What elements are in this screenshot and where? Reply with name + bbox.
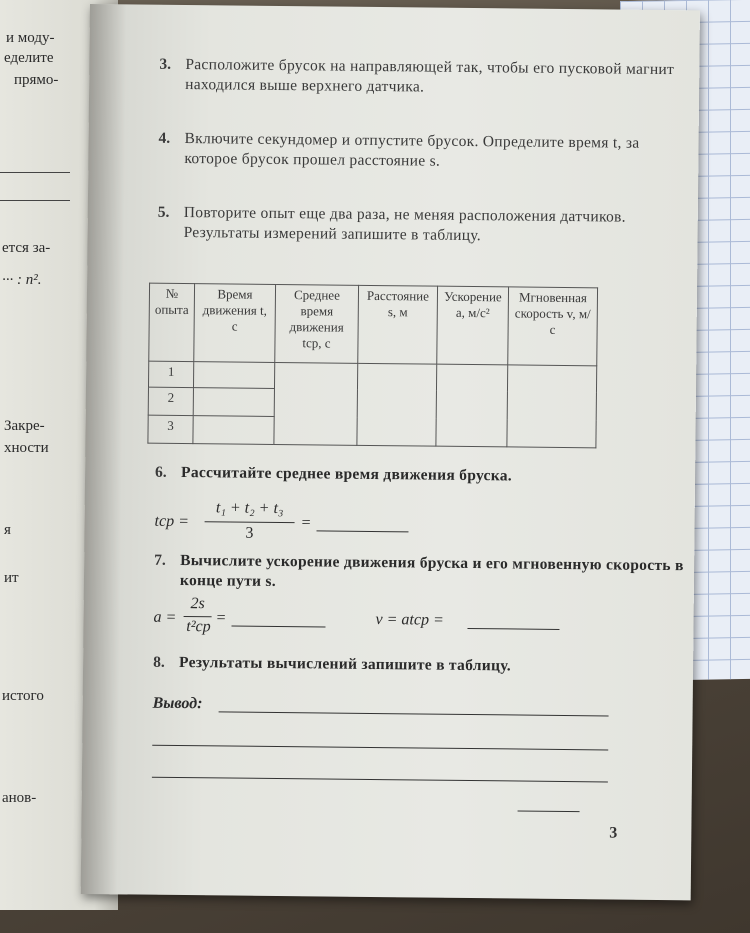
table-header-row xyxy=(149,283,598,366)
step-text: Включите секундомер и отпустите брусок. Определите время t, за которое брусок прошел расстояние s. xyxy=(184,129,640,170)
step-8 xyxy=(153,653,683,679)
answer-blank[interactable] xyxy=(467,628,559,630)
acceleration-formula xyxy=(153,595,353,645)
formula-numerator: t₁ + t₂ + t₃ xyxy=(215,499,284,518)
table-cell[interactable] xyxy=(193,388,274,417)
table-cell[interactable] xyxy=(357,363,437,446)
left-fragment: я xyxy=(4,522,11,538)
step-text: Расположите брусок на направляющей так, чтобы его пусковой магнит находился выше верхнего датчика. xyxy=(185,56,675,96)
left-fragment: ется за- xyxy=(2,240,51,256)
row-number: 2 xyxy=(148,387,193,415)
formula-equals: = xyxy=(215,609,227,627)
step-4 xyxy=(158,129,688,175)
step-number: 3. xyxy=(159,55,172,73)
table-cell[interactable] xyxy=(507,365,597,448)
step-text: Повторите опыт еще два раза, не меняя расположения датчиков. Результаты измерений запишите в таблицу. xyxy=(183,203,626,245)
right-page xyxy=(81,4,700,900)
step-number: 6. xyxy=(155,463,167,481)
step-text: Вычислите ускорение движения бруска и его мгновенную скорость в конце пути s. xyxy=(179,551,684,590)
measurement-table xyxy=(147,283,598,449)
formula-denominator: 3 xyxy=(245,524,254,542)
step-6 xyxy=(155,463,685,489)
formula-denominator: t²ср xyxy=(186,618,211,636)
row-number: 3 xyxy=(148,415,193,443)
conclusion-label: Вывод: xyxy=(152,694,203,713)
step-text: Рассчитайте среднее время движения бруска. xyxy=(181,463,513,485)
formula-equals: = xyxy=(300,514,312,532)
step-number: 7. xyxy=(154,551,166,569)
formula-expression: v = atср = xyxy=(375,611,444,629)
table-header: № опыта xyxy=(149,283,195,361)
formula-lhs: a = xyxy=(153,608,177,626)
conclusion-line[interactable] xyxy=(219,711,609,716)
step-number: 8. xyxy=(153,653,165,671)
left-fragment: ит xyxy=(4,570,19,586)
table-cell[interactable] xyxy=(193,416,274,445)
conclusion-line[interactable] xyxy=(152,777,608,783)
table-cell[interactable] xyxy=(274,362,358,445)
step-number: 5. xyxy=(157,203,170,221)
left-fragment: ··· : n². xyxy=(2,272,42,288)
left-fragment: прямо- xyxy=(14,72,59,88)
step-text: Результаты вычислений запишите в таблицу. xyxy=(179,653,512,675)
left-rule xyxy=(0,172,70,173)
mean-time-formula xyxy=(154,499,434,548)
page-number: 3 xyxy=(609,824,618,842)
table-header: Время движения t, с xyxy=(194,284,276,363)
left-rule xyxy=(0,200,70,201)
formula-lhs: tср = xyxy=(154,512,190,531)
page-content xyxy=(152,55,689,713)
left-fragment: еделите xyxy=(4,50,54,66)
answer-blank[interactable] xyxy=(316,530,408,532)
fraction-bar xyxy=(205,521,295,523)
table-header: Расстояние s, м xyxy=(358,285,438,364)
left-fragment: анов- xyxy=(2,790,37,806)
step-5 xyxy=(158,203,688,249)
left-fragment: истого xyxy=(2,688,44,704)
table-header: Среднее время движения tср, с xyxy=(275,284,359,363)
table-cell[interactable] xyxy=(193,362,274,389)
step-7 xyxy=(154,551,684,597)
table-cell[interactable] xyxy=(436,364,508,447)
step-number: 4. xyxy=(158,129,171,147)
left-fragment: и моду- xyxy=(6,30,55,46)
row-number: 1 xyxy=(148,361,193,387)
table-header: Мгновенная скорость v, м/с xyxy=(508,287,598,366)
conclusion-line-short[interactable] xyxy=(518,811,580,813)
left-fragment: Закре- xyxy=(4,418,45,434)
step-3 xyxy=(159,55,689,101)
left-fragment: хности xyxy=(4,440,49,456)
table-header: Ускорение a, м/с² xyxy=(437,286,509,365)
velocity-formula xyxy=(375,603,595,635)
conclusion-line[interactable] xyxy=(152,745,608,751)
answer-blank[interactable] xyxy=(231,626,325,628)
formula-numerator: 2s xyxy=(190,595,205,613)
